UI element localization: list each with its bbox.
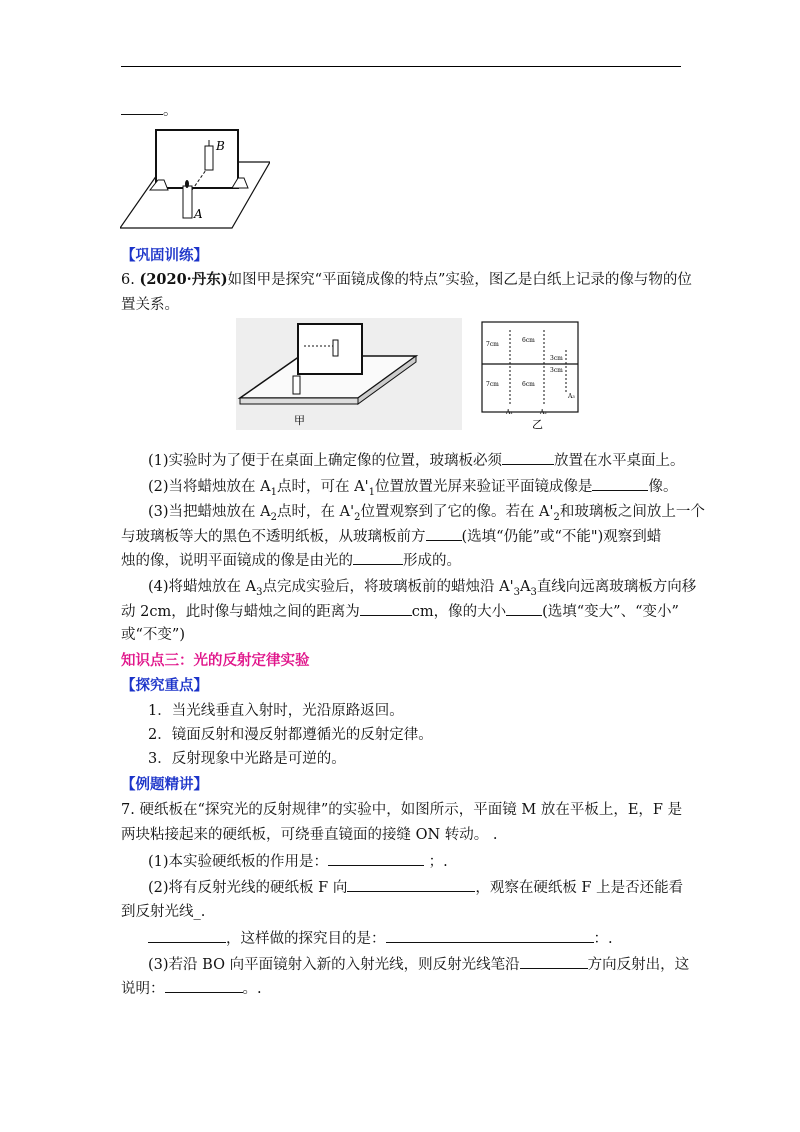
svg-text:6cm: 6cm <box>522 337 535 344</box>
mirror-candle-figure <box>120 120 270 230</box>
blank <box>347 877 475 892</box>
q6-part1: (1)实验时为了便于在桌面上确定像的位置，玻璃板必须 放置在水平桌面上。 <box>148 450 685 471</box>
blank <box>386 928 594 943</box>
blank <box>506 601 542 616</box>
label-yi: 乙 <box>532 418 543 430</box>
heading-focus: 【探究重点】 <box>121 677 208 694</box>
svg-text:7cm: 7cm <box>486 341 499 348</box>
figure-jia <box>236 318 462 430</box>
q7-part3-line1: (3)若沿 BO 向平面镜射入新的入射光线，则反射光线笔沿 方向反射出，这 <box>148 954 689 975</box>
svg-text:3cm: 3cm <box>550 367 563 374</box>
blank <box>360 601 412 616</box>
heading-consolidate: 【巩固训练】 <box>121 247 208 264</box>
q7-part2-line2: 到反射光线_. <box>121 904 206 920</box>
q7-part2-line1: (2)将有反射光线的硬纸板 F 向 ，观察在硬纸板 F 上是否还能看 <box>148 877 683 898</box>
q6-part4-line1: (4)将蜡烛放在 $A_3$点完成实验后，将玻璃板前的蜡烛沿 $A'_3A_3$直线向远离玻璃板方向移 <box>148 579 697 598</box>
blank <box>592 476 648 491</box>
q7-stem-line1: 7. 硬纸板在“探究光的反射规律”的实验中，如图所示，平面镜 M 放在平板上，E，F 是 <box>121 802 683 818</box>
q7-part1: (1)本实验硬纸板的作用是： ；. <box>148 851 448 872</box>
blank <box>121 100 163 115</box>
label-jia: 甲 <box>294 414 305 427</box>
q6-part3-line1: (3)当把蜡烛放在 $A_2$点时，在 $A'_2$位置观察到了它的像。若在 $A'_2$和玻璃板之间放上一个 <box>148 504 705 523</box>
q6-stem-line2: 置关系。 <box>121 297 179 313</box>
heading-example: 【例题精讲】 <box>121 776 208 793</box>
focus-item: 2．镜面反射和漫反射都遵循光的反射定律。 <box>148 727 433 743</box>
q6-part4-line2: 动 2cm，此时像与蜡烛之间的距离为 cm，像的大小 (选填“变大”、“变小” <box>121 601 679 622</box>
svg-text:6cm: 6cm <box>522 381 535 388</box>
q6-part2: (2)当将蜡烛放在 $A_1$点时，可在 $A'_1$位置放置光屏来验证平面镜成像是 像。 <box>148 476 677 503</box>
blank <box>502 450 554 465</box>
q6-part4-line3: 或“不变”) <box>121 627 185 643</box>
focus-item: 3．反射现象中光路是可逆的。 <box>148 751 346 767</box>
section-title-3: 知识点三：光的反射定律实验 <box>121 652 310 669</box>
svg-text:A₁: A₁ <box>506 409 513 416</box>
blank <box>328 851 424 866</box>
focus-item: 1．当光线垂直入射时，光沿原路返回。 <box>148 703 404 719</box>
top-fragment: 。 <box>121 100 178 121</box>
header-rule <box>121 66 681 67</box>
svg-text:7cm: 7cm <box>486 381 499 388</box>
blank <box>148 928 226 943</box>
blank <box>165 978 243 993</box>
label-b: B <box>216 139 225 153</box>
q7-stem-line2: 两块粘接起来的硬纸板，可绕垂直镜面的接缝 ON 转动。 . <box>121 827 498 843</box>
q6-part3-line3: 烛的像，说明平面镜成的像是由光的 形成的。 <box>121 550 461 571</box>
svg-text:3cm: 3cm <box>550 355 563 362</box>
label-a: A <box>194 207 203 221</box>
q7-part3-line2: 说明： 。. <box>121 978 262 999</box>
blank <box>520 954 588 969</box>
q6-part3-line2: 与玻璃板等大的黑色不透明纸板，从玻璃板前方 (选填“仍能”或“不能")观察到蜡 <box>121 526 661 547</box>
q6-stem-line1: 6. (2020·丹东)如图甲是探究“平面镜成像的特点”实验，图乙是白纸上记录的像与物的位 <box>121 271 692 288</box>
q7-part2-line3: ，这样做的探究目的是： ：. <box>148 928 613 949</box>
svg-text:A₃: A₃ <box>568 393 575 400</box>
svg-text:A₂: A₂ <box>540 409 547 416</box>
blank <box>426 526 462 541</box>
blank <box>353 550 403 565</box>
figure-yi <box>476 316 598 430</box>
